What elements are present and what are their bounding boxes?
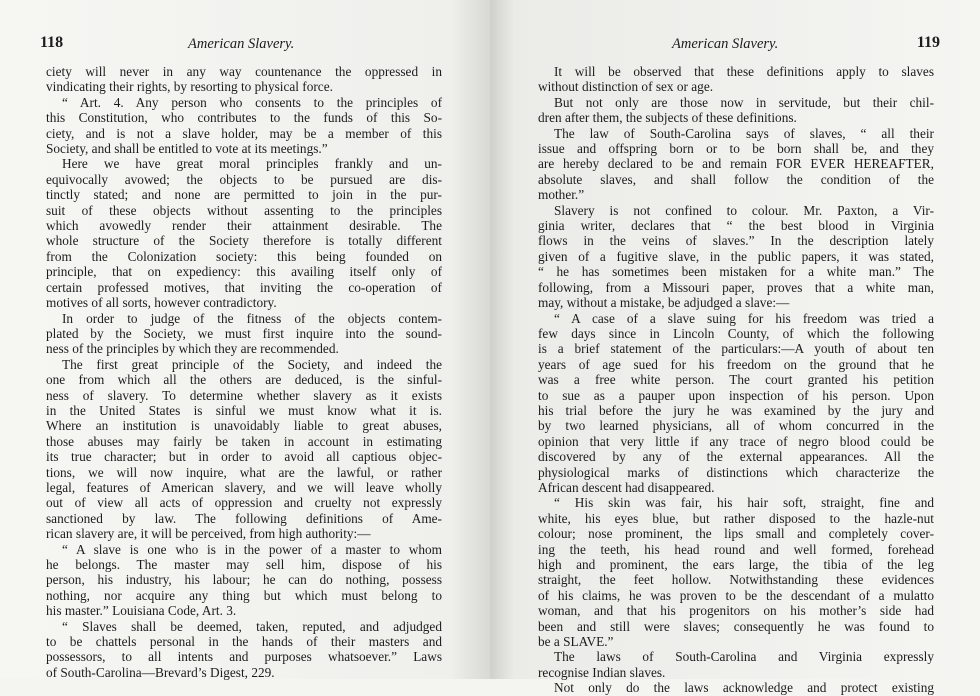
text-line: “ he has sometimes been mistaken for a white man.” The: [538, 264, 934, 280]
text-line: may, without a mistake, be adjudged a slave:—: [538, 295, 790, 311]
text-line: plated by the Society, we must first inquire into the sound-: [46, 325, 442, 341]
left-page: [0, 0, 490, 679]
text-line: recognise Indian slaves.: [538, 664, 666, 680]
text-line: years of age sued for his freedom on the ground that he: [538, 356, 934, 372]
text-line: ness of the principles by which they are recommended.: [46, 341, 339, 357]
text-line: be a SLAVE.”: [538, 634, 614, 650]
text-line: of South-Carolina—Brevard’s Digest, 229.: [46, 664, 275, 680]
text-line: mother.”: [538, 187, 585, 203]
text-line: certain professed motives, that inviting the co-operation of: [46, 279, 442, 295]
text-line: ing the teeth, his head round and well formed, forehead: [538, 541, 934, 557]
text-line: The laws of South-Carolina and Virginia expressly: [554, 649, 934, 665]
page-body-text: [538, 64, 934, 696]
text-line: straight, the feet hollow. Notwithstanding these evidences: [538, 572, 934, 588]
right-page: [490, 0, 980, 696]
text-line: opinion that very little if any trace of negro blood could be: [538, 433, 934, 449]
text-line: of his claims, he was proven to be the descendant of a mulatto: [538, 587, 934, 603]
text-line: which avowedly render their attainment desirable. The: [46, 218, 442, 234]
running-title: American Slavery.: [672, 36, 779, 52]
text-line: Slavery is not confined to colour. Mr. Paxton, a Vir-: [554, 202, 934, 218]
text-line: this Constitution, who contributes to the funds of this So-: [46, 110, 442, 126]
text-line: “ His skin was fair, his hair soft, straight, fine and: [554, 495, 934, 511]
text-line: ciety will never in any way countenance the oppressed in: [46, 64, 442, 79]
text-line: absolute slaves, and shall follow the condition of the: [538, 171, 934, 187]
text-line: It will be observed that these definitions apply to slaves: [554, 64, 934, 79]
text-line: The law of South-Carolina says of slaves, “ all their: [554, 125, 934, 141]
text-line: tinctly stated; and none are permitted to join in the pur-: [46, 187, 442, 203]
text-line: his master.” Louisiana Code, Art. 3.: [46, 603, 237, 619]
text-line: possessors, to all intents and purposes whatsoever.” Laws: [46, 649, 442, 665]
text-line: Where an institution is unavoidably liable to great abuses,: [46, 418, 442, 434]
text-line: “ A slave is one who is in the power of a master to whom: [62, 541, 442, 557]
text-line: to be chattels personal in the hands of their masters and: [46, 634, 442, 650]
text-line: ness of slavery. To determine whether slavery as it exists: [46, 387, 442, 403]
text-line: from the Colonization society: this being founded on: [46, 248, 442, 264]
text-line: whole structure of the Society therefore is totally different: [46, 233, 442, 249]
text-line: out of view all acts of oppression and cruelty not expressly: [46, 495, 442, 511]
text-line: “ Slaves shall be deemed, taken, reputed, and adjudged: [62, 618, 442, 634]
text-line: The first great principle of the Society, and indeed the: [62, 356, 442, 372]
text-line: one from which all the others are deduced, is the sinful-: [46, 372, 442, 388]
text-line: rican slavery are, it will be perceived, from high authority:—: [46, 526, 371, 542]
text-line: to sue as a pauper upon inspection of his person. Upon: [538, 387, 934, 403]
text-line: his trial before the jury he was examined by the jury and: [538, 402, 934, 418]
text-line: discovered by any of the external appearances. All the: [538, 449, 934, 465]
text-line: tions, we will now inquire, what are the lawful, or rather: [46, 464, 442, 480]
text-line: been and still were slaves; consequently he was found to: [538, 618, 934, 634]
text-line: by two learned physicians, all of whom concurred in the: [538, 418, 934, 434]
text-line: Society, and shall be entitled to vote at its meetings.”: [46, 141, 328, 157]
text-line: without distinction of sex or age.: [538, 79, 714, 95]
text-line: flows in the veins of slaves.” In the description lately: [538, 233, 934, 249]
text-line: he belongs. The master may sell him, dispose of his: [46, 557, 442, 572]
text-line: person, his industry, his labour; he can do nothing, possess: [46, 572, 442, 588]
text-line: “ A case of a slave suing for his freedom was tried a: [554, 310, 934, 326]
text-line: Here we have great moral principles frankly and un-: [62, 156, 442, 172]
text-line: physiological marks of distinctions which characterize the: [538, 464, 934, 480]
text-line: white, his eyes blue, but rather disposed to the hazle-nut: [538, 510, 934, 526]
text-line: those abuses may fairly be taken in account in estimating: [46, 433, 442, 449]
running-title: American Slavery.: [188, 36, 295, 52]
text-line: principle, that on expediency: this availing itself only of: [46, 264, 442, 280]
text-line: is a brief statement of the particulars:—A youth of about ten: [538, 341, 934, 357]
text-line: African descent had disappeared.: [538, 479, 715, 495]
text-line: following, from a Missouri paper, proves that a white man,: [538, 279, 934, 295]
text-line: equivocally avowed; the objects to be pursued are dis-: [46, 171, 442, 187]
text-line: vindicating their rights, by resorting to physical force.: [46, 79, 333, 95]
text-line: suit of these objects without assenting to the principles: [46, 202, 442, 218]
text-line: woman, and that his progenitors on his mother’s side had: [538, 603, 934, 619]
page-body-text: [46, 64, 442, 680]
text-line: given of a fugitive slave, in the public papers, it was stated,: [538, 248, 934, 264]
page-number: 119: [916, 34, 940, 51]
page-number: 118: [40, 34, 64, 51]
text-line: issue and offspring born or to be born shall be, and they: [538, 141, 934, 157]
text-line: was a free white person. The court granted his petition: [538, 372, 934, 388]
text-line: its true character; but in order to avoid all captious objec-: [46, 449, 442, 465]
text-line: “ Art. 4. Any person who consents to the principles of: [62, 94, 442, 110]
text-line: are hereby declared to be and remain FOR EVER HEREAFTER,: [538, 156, 934, 172]
text-line: But not only are those now in servitude, but their chil-: [554, 94, 934, 110]
text-line: dren after them, the subjects of these definitions.: [538, 110, 797, 126]
text-line: legal, features of American slavery, and we will leave wholly: [46, 479, 442, 495]
text-line: in the United States is sinful we must know what it is.: [46, 402, 442, 418]
text-line: colour; nose prominent, the lips small and completely cover-: [538, 526, 934, 542]
text-line: nothing, nor acquire any thing but which must belong to: [46, 587, 442, 603]
text-line: few days since in Lincoln County, of which the following: [538, 325, 934, 341]
text-line: ciety, and is not a slave holder, may be a member of this: [46, 125, 442, 141]
text-line: high and prominent, the ears large, the tibia of the leg: [538, 557, 934, 572]
text-line: sanctioned by law. The following definitions of Ame-: [46, 510, 442, 526]
text-line: motives of all sorts, however contradictory.: [46, 295, 277, 311]
text-line: ginia writer, declares that “ the best blood in Virginia: [538, 218, 934, 234]
text-line: In order to judge of the fitness of the objects contem-: [62, 310, 442, 326]
text-line: Not only do the laws acknowledge and protect existing: [554, 680, 934, 696]
